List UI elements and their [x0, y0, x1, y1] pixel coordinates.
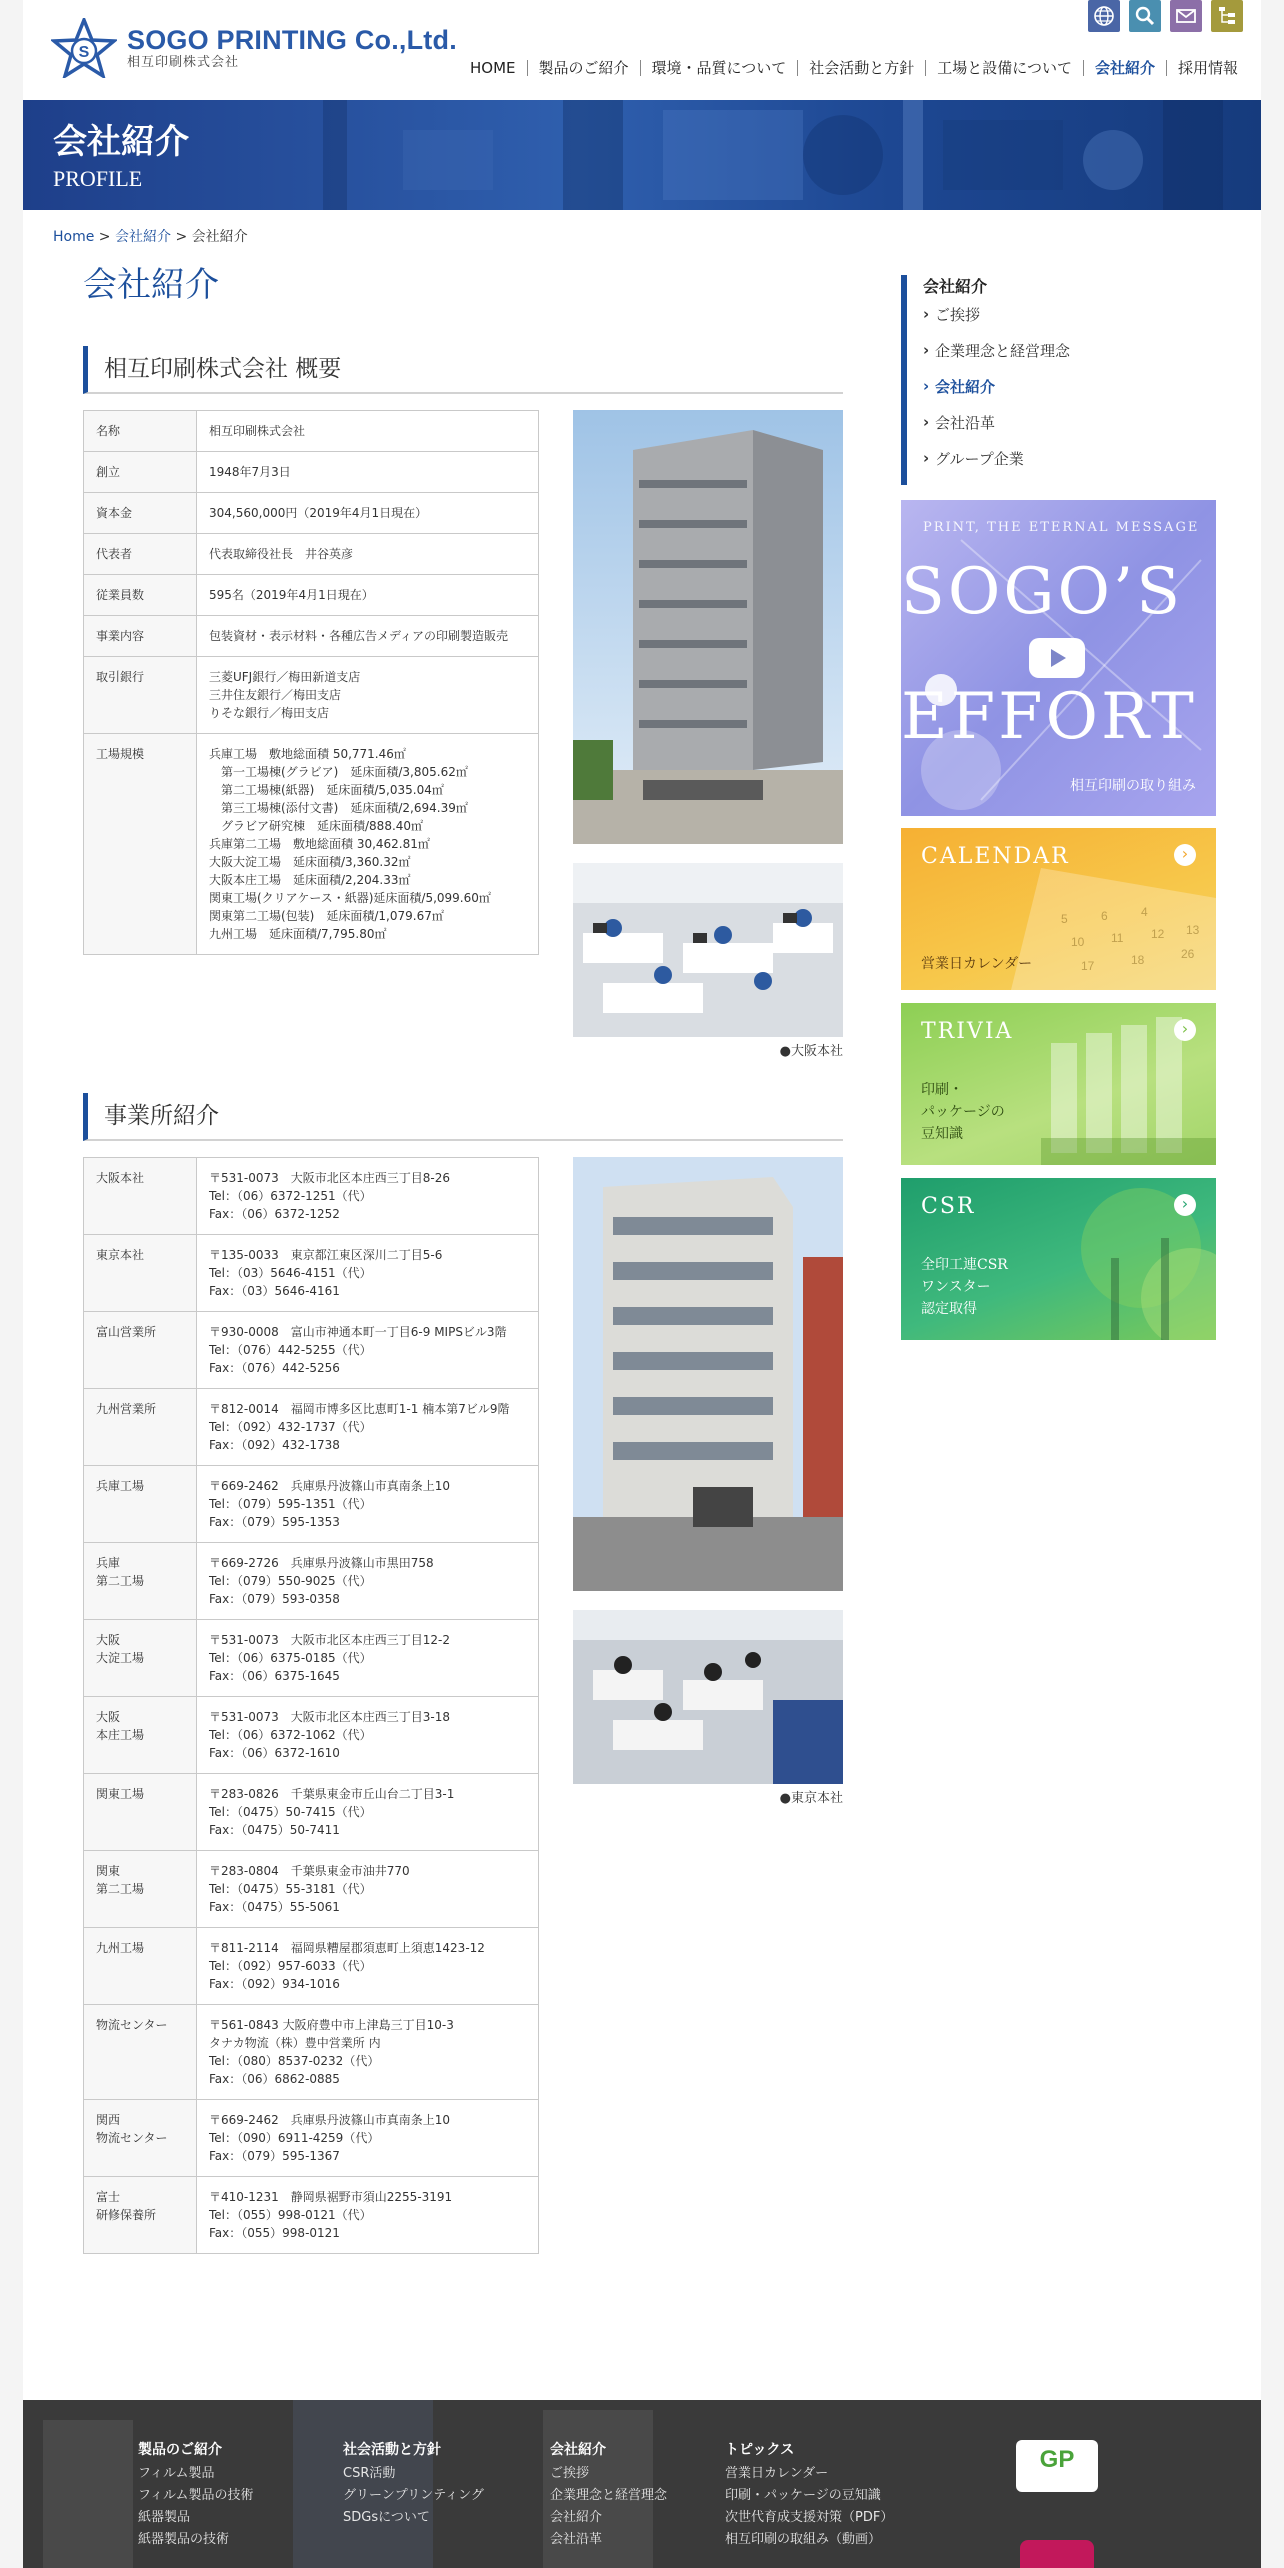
side-nav-item-2[interactable]: › 会社紹介 — [923, 377, 1218, 397]
gp-badge-mark: GP — [1039, 2446, 1075, 2473]
side-nav-title[interactable]: 会社紹介 — [923, 277, 988, 296]
footer-link[interactable]: 企業理念と経営理念 — [550, 2488, 668, 2503]
row-label: 兵庫工場 — [84, 1466, 197, 1543]
svg-text:18: 18 — [1131, 953, 1145, 967]
site-footer — [23, 2400, 1261, 2568]
row-value: 〒669-2462 兵庫県丹波篠山市真南条上10 Tel：（090）6911-4259（代） Fax：（079）595-1367 — [197, 2100, 539, 2177]
csr-banner[interactable] — [901, 1178, 1216, 1340]
trivia-banner[interactable] — [901, 1003, 1216, 1165]
calendar-arrow-icon: › — [1174, 844, 1196, 866]
overview-heading: 相互印刷株式会社 概要 — [83, 346, 843, 394]
row-label: 代表者 — [84, 534, 197, 575]
effort-tagline: PRINT, THE ETERNAL MESSAGE — [923, 520, 1200, 535]
trivia-line1: 印刷・ — [921, 1082, 963, 1098]
osaka-office-interior-photo — [573, 863, 843, 1037]
table-row — [84, 1928, 539, 2005]
banner-machinery-background — [23, 100, 1261, 210]
footer-link[interactable]: グリーンプリンティング — [343, 2488, 484, 2503]
trivia-text — [921, 1079, 1005, 1145]
row-value: 〒669-2462 兵庫県丹波篠山市真南条上10 Tel：（079）595-1351（代） Fax：（079）595-1353 — [197, 1466, 539, 1543]
row-label: 九州工場 — [84, 1928, 197, 2005]
row-label: 大阪 本庄工場 — [84, 1697, 197, 1774]
footer-link[interactable]: CSR活動 — [343, 2466, 396, 2481]
effort-caption: 相互印刷の取り組み — [1070, 778, 1196, 794]
row-label: 東京本社 — [84, 1235, 197, 1312]
site-header — [23, 0, 1261, 100]
nav-item-5[interactable]: 会社紹介 — [1083, 60, 1166, 76]
footer-link[interactable]: 会社紹介 — [550, 2510, 603, 2525]
footer-link[interactable]: 相互印刷の取組み（動画） — [725, 2532, 882, 2547]
row-value: 〒410-1231 静岡県裾野市須山2255-3191 Tel：（055）998-0121（代） Fax：（055）998-0121 — [197, 2177, 539, 2254]
footer-column-title[interactable]: 製品のご紹介 — [138, 2442, 222, 2458]
banner-title: 会社紹介 — [53, 122, 189, 162]
svg-text:26: 26 — [1181, 947, 1195, 961]
breadcrumb-parent-link[interactable]: 会社紹介 — [114, 229, 171, 245]
row-label: 事業内容 — [84, 616, 197, 657]
footer-column — [138, 2440, 253, 2551]
footer-column-title[interactable]: 会社紹介 — [550, 2442, 606, 2458]
svg-text:10: 10 — [1071, 935, 1085, 949]
sogos-effort-banner[interactable] — [901, 500, 1216, 816]
row-value: 〒812-0014 福岡市博多区比恵町1-1 楠本第7ビル9階 Tel：（092）432-1737（代） Fax：（092）432-1738 — [197, 1389, 539, 1466]
utility-icons — [1088, 0, 1243, 32]
csr-line3: 認定取得 — [921, 1301, 977, 1317]
footer-column — [725, 2440, 893, 2551]
row-label: 創立 — [84, 452, 197, 493]
table-row — [84, 575, 539, 616]
mail-icon[interactable] — [1170, 0, 1202, 32]
breadcrumb-separator: > — [98, 229, 111, 245]
svg-text:S: S — [78, 44, 90, 61]
gp-certification-badge[interactable] — [1016, 2440, 1098, 2492]
trivia-arrow-icon: › — [1174, 1019, 1196, 1041]
breadcrumb-separator: > — [175, 229, 188, 245]
overview-table — [83, 410, 539, 955]
table-row — [84, 1312, 539, 1389]
footer-link[interactable]: フィルム製品の技術 — [138, 2488, 254, 2503]
table-row — [84, 1851, 539, 1928]
calendar-caption: 営業日カレンダー — [921, 956, 1033, 972]
tokyo-office-interior-photo — [573, 1610, 843, 1784]
tokyo-headquarters-building-photo — [573, 1157, 843, 1591]
breadcrumb-current: 会社紹介 — [191, 229, 248, 245]
side-nav-item-3[interactable]: › 会社沿革 — [923, 413, 1218, 433]
row-label: 取引銀行 — [84, 657, 197, 734]
row-label: 名称 — [84, 411, 197, 452]
table-row — [84, 1697, 539, 1774]
row-label: 九州営業所 — [84, 1389, 197, 1466]
table-row — [84, 2005, 539, 2100]
footer-link[interactable]: 紙器製品の技術 — [138, 2532, 230, 2547]
csr-line2: ワンスター — [921, 1279, 991, 1295]
offices-table — [83, 1157, 539, 2254]
globe-icon[interactable] — [1088, 0, 1120, 32]
table-row — [84, 2177, 539, 2254]
table-row — [84, 616, 539, 657]
trivia-line2: パッケージの — [921, 1104, 1005, 1120]
row-value: 304,560,000円（2019年4月1日現在） — [197, 493, 539, 534]
side-nav-item-4[interactable]: › グループ企業 — [923, 449, 1218, 469]
trivia-title: TRIVIA — [921, 1019, 1014, 1044]
row-label: 大阪本社 — [84, 1158, 197, 1235]
svg-text:6: 6 — [1101, 909, 1108, 923]
svg-text:12: 12 — [1151, 927, 1165, 941]
star-logo-icon — [51, 18, 117, 78]
row-label: 関東工場 — [84, 1774, 197, 1851]
row-label: 資本金 — [84, 493, 197, 534]
table-row — [84, 2100, 539, 2177]
nav-item-3[interactable]: 社会活動と方針 — [797, 60, 925, 76]
tokyo-photo-caption: ●東京本社 — [779, 1791, 843, 1806]
table-row — [84, 1543, 539, 1620]
calendar-title: CALENDAR — [921, 844, 1070, 869]
row-value: 三菱UFJ銀行／梅田新道支店 三井住友銀行／梅田支店 りそな銀行／梅田支店 — [197, 657, 539, 734]
row-label: 富士 研修保養所 — [84, 2177, 197, 2254]
effort-line1: SOGO’S — [901, 555, 1184, 629]
search-icon[interactable] — [1129, 0, 1161, 32]
row-value: 〒283-0804 千葉県東金市油井770 Tel：（0475）55-3181（代） Fax：（0475）55-5061 — [197, 1851, 539, 1928]
row-value: 〒561-0843 大阪府豊中市上津島三丁目10-3 タナカ物流（株）豊中営業所 内 Tel：（080）8537-0232（代） Fax：（06）6862-0885 — [197, 2005, 539, 2100]
row-value: 〒930-0008 富山市神通本町一丁目6-9 MIPSビル3階 Tel：（076）442-5255（代） Fax：（076）442-5256 — [197, 1312, 539, 1389]
row-value: 〒531-0073 大阪市北区本庄西三丁目8-26 Tel：（06）6372-1251（代） Fax：（06）6372-1252 — [197, 1158, 539, 1235]
footer-column-title[interactable]: 社会活動と方針 — [343, 2442, 441, 2458]
svg-text:4: 4 — [1141, 905, 1148, 919]
row-value: 1948年7月3日 — [197, 452, 539, 493]
row-value: 595名（2019年4月1日現在） — [197, 575, 539, 616]
osaka-photo-caption: ●大阪本社 — [779, 1044, 843, 1059]
table-row — [84, 657, 539, 734]
logo-english-name: SOGO PRINTING Co.,Ltd. — [127, 25, 457, 55]
row-value: 〒531-0073 大阪市北区本庄西三丁目12-2 Tel：（06）6375-0185（代） Fax：（06）6375-1645 — [197, 1620, 539, 1697]
row-label: 関西 物流センター — [84, 2100, 197, 2177]
row-label: 関東 第二工場 — [84, 1851, 197, 1928]
row-label: 工場規模 — [84, 734, 197, 955]
footer-column-title[interactable]: トピックス — [725, 2442, 795, 2458]
effort-line2: EFFORT — [901, 680, 1197, 754]
side-nav-item-1[interactable]: › 企業理念と経営理念 — [923, 341, 1218, 361]
breadcrumb-home-link[interactable]: Home — [53, 229, 95, 245]
footer-link[interactable]: 次世代育成支援対策（PDF） — [725, 2510, 894, 2525]
footer-link[interactable]: 営業日カレンダー — [725, 2466, 829, 2481]
nav-item-2[interactable]: 環境・品質について — [640, 60, 798, 76]
page — [23, 0, 1261, 2568]
csr-text — [921, 1254, 1008, 1320]
row-value: 包装資材・表示材料・各種広告メディアの印刷製造販売 — [197, 616, 539, 657]
row-value: 〒135-0033 東京都江東区深川二丁目5-6 Tel：（03）5646-4151（代） Fax：（03）5646-4161 — [197, 1235, 539, 1312]
osaka-headquarters-building-photo — [573, 410, 843, 844]
svg-text:13: 13 — [1186, 923, 1200, 937]
footer-link[interactable]: フィルム製品 — [138, 2466, 215, 2481]
table-row — [84, 1774, 539, 1851]
row-label: 従業員数 — [84, 575, 197, 616]
svg-text:17: 17 — [1081, 959, 1095, 973]
nav-item-0[interactable]: HOME — [470, 59, 516, 77]
page-title: 会社紹介 — [83, 265, 219, 305]
row-label: 物流センター — [84, 2005, 197, 2100]
row-value: 相互印刷株式会社 — [197, 411, 539, 452]
footer-link[interactable]: 紙器製品 — [138, 2510, 191, 2525]
sitemap-icon[interactable] — [1211, 0, 1243, 32]
table-row — [84, 534, 539, 575]
footer-link[interactable]: SDGsについて — [343, 2510, 430, 2525]
csr-line1: 全印工連CSR — [921, 1257, 1008, 1273]
nav-item-6[interactable]: 採用情報 — [1166, 60, 1249, 76]
calendar-banner[interactable] — [901, 828, 1216, 990]
row-label: 富山営業所 — [84, 1312, 197, 1389]
trivia-line3: 豆知識 — [921, 1126, 963, 1142]
table-row — [84, 411, 539, 452]
side-nav — [901, 275, 1218, 485]
footer-link[interactable]: 会社沿革 — [550, 2532, 603, 2547]
footer-link[interactable]: 印刷・パッケージの豆知識 — [725, 2488, 881, 2503]
main-content — [83, 260, 843, 2240]
svg-text:11: 11 — [1111, 931, 1124, 945]
logo-japanese-name: 相互印刷株式会社 — [127, 55, 240, 70]
nav-item-1[interactable]: 製品のご紹介 — [527, 60, 640, 76]
table-row — [84, 734, 539, 955]
row-value: 〒811-2114 福岡県糟屋郡須恵町上須恵1423-12 Tel：（092）957-6033（代） Fax：（092）934-1016 — [197, 1928, 539, 2005]
page-banner — [23, 100, 1261, 210]
table-row — [84, 1389, 539, 1466]
row-value: 〒283-0826 千葉県東金市丘山台二丁目3-1 Tel：（0475）50-7415（代） Fax：（0475）50-7411 — [197, 1774, 539, 1851]
row-value: 〒531-0073 大阪市北区本庄西三丁目3-18 Tel：（06）6372-1062（代） Fax：（06）6372-1610 — [197, 1697, 539, 1774]
site-logo[interactable] — [51, 18, 457, 78]
nav-item-4[interactable]: 工場と設備について — [925, 60, 1083, 76]
table-row — [84, 452, 539, 493]
side-nav-item-0[interactable]: › ご挨拶 — [923, 305, 1218, 325]
table-row — [84, 1466, 539, 1543]
table-row — [84, 493, 539, 534]
csr-arrow-icon: › — [1174, 1194, 1196, 1216]
row-value: 〒669-2726 兵庫県丹波篠山市黒田758 Tel：（079）550-9025（代） Fax：（079）593-0358 — [197, 1543, 539, 1620]
table-row — [84, 1158, 539, 1235]
footer-link[interactable]: ご挨拶 — [550, 2466, 590, 2481]
banner-subtitle: PROFILE — [53, 166, 143, 191]
breadcrumb — [53, 226, 248, 246]
row-value: 代表取締役社長 井谷英彦 — [197, 534, 539, 575]
csr-title: CSR — [921, 1194, 976, 1219]
footer-column — [343, 2440, 484, 2529]
row-label: 兵庫 第二工場 — [84, 1543, 197, 1620]
footer-column — [550, 2440, 667, 2551]
certification-logo[interactable] — [1020, 2540, 1094, 2568]
table-row — [84, 1620, 539, 1697]
global-nav — [459, 60, 1249, 76]
svg-text:5: 5 — [1061, 912, 1068, 926]
play-video-icon[interactable] — [1029, 638, 1085, 678]
offices-heading: 事業所紹介 — [83, 1093, 843, 1141]
table-row — [84, 1235, 539, 1312]
row-value: 兵庫工場 敷地総面積 50,771.46㎡ 第一工場棟(グラビア) 延床面積/3,805.62㎡ 第二工場棟(紙器) 延床面積/5,035.04㎡ 第三工場棟(添付文書) 延床面積/2,694.39㎡ グラビア研究棟 延床面積/888.40㎡ 兵庫第二工場 敷地総面積 30,462.81㎡ 大阪大淀工場 延床面積/3,360.32㎡ 大阪本庄工場 延床面積/2,204.33㎡ 関東工場(クリアケース・紙器)延床面積/5,099.60㎡ 関東第二工場(包装) 延床面積/1,079.67㎡ 九州工場 延床面積/7,795.80㎡ — [197, 734, 539, 955]
row-label: 大阪 大淀工場 — [84, 1620, 197, 1697]
